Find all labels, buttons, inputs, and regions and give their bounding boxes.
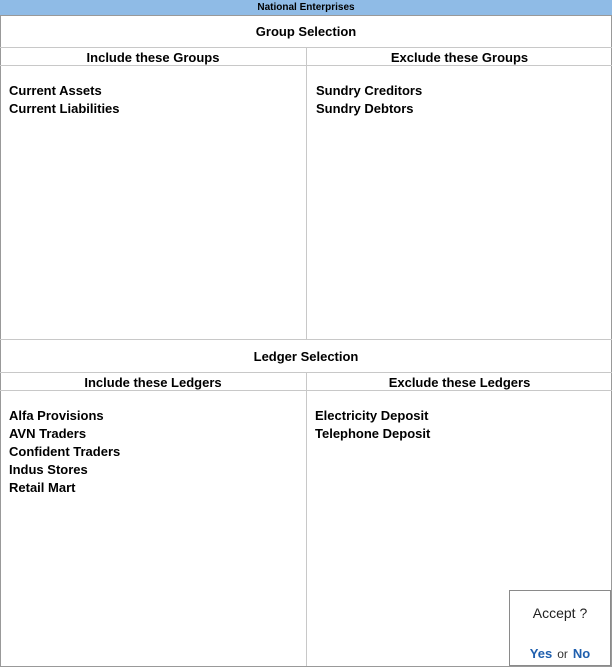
list-item[interactable]: Current Assets (9, 83, 102, 98)
include-ledgers-list (9, 407, 120, 497)
list-item[interactable]: Alfa Provisions (9, 408, 104, 423)
accept-question: Accept ? (532, 605, 588, 621)
list-item[interactable]: Current Liabilities (9, 101, 120, 116)
accept-answers (510, 646, 610, 661)
exclude-ledgers-header: Exclude these Ledgers (388, 375, 531, 390)
list-item[interactable]: Telephone Deposit (315, 426, 431, 441)
list-item[interactable]: Electricity Deposit (315, 408, 429, 423)
yes-button[interactable]: Yes (529, 646, 553, 661)
exclude-ledgers-list (315, 407, 430, 443)
column-divider (306, 47, 307, 339)
include-groups-header: Include these Groups (86, 50, 220, 65)
list-item[interactable]: Confident Traders (9, 444, 121, 459)
list-item[interactable]: Sundry Debtors (316, 101, 414, 116)
include-groups-list (9, 82, 120, 118)
accept-dialog (509, 590, 611, 666)
column-divider (306, 372, 307, 666)
no-button[interactable]: No (572, 646, 591, 661)
exclude-groups-header: Exclude these Groups (390, 50, 529, 65)
list-item[interactable]: Indus Stores (9, 462, 88, 477)
divider (0, 339, 612, 340)
group-selection-title: Group Selection (255, 24, 357, 39)
list-item[interactable]: Sundry Creditors (316, 83, 423, 98)
exclude-groups-list (316, 82, 422, 118)
or-label: or (557, 647, 568, 661)
ledger-selection-title: Ledger Selection (253, 349, 359, 364)
include-ledgers-header: Include these Ledgers (84, 375, 222, 390)
list-item[interactable]: Retail Mart (9, 480, 76, 495)
list-item[interactable]: AVN Traders (9, 426, 87, 441)
window-title: National Enterprises (0, 0, 612, 15)
